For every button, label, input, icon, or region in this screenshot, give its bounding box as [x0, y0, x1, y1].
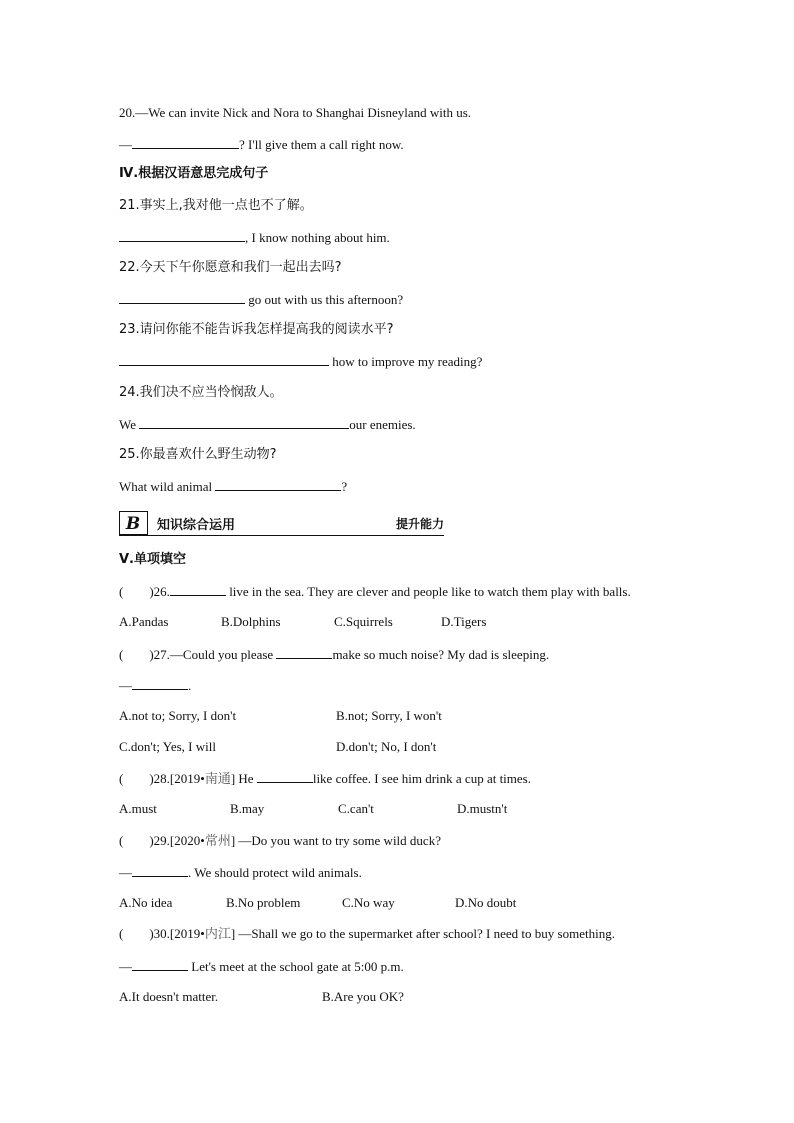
option-c[interactable]: C.don't; Yes, I will — [119, 739, 216, 754]
option-a[interactable]: A.It doesn't matter. — [119, 989, 219, 1004]
question-27-reply — [119, 677, 191, 694]
option-c[interactable]: C.No way — [342, 895, 395, 910]
question-28-stem — [119, 770, 531, 788]
option-c[interactable]: C.can't — [338, 801, 374, 816]
option-a[interactable]: A.must — [119, 801, 157, 816]
answer-suffix: , I know nothing about him. — [245, 230, 390, 245]
option-a[interactable]: A.Pandas — [119, 614, 169, 629]
question-21-answer-line — [119, 229, 390, 246]
answer-blank[interactable] — [139, 416, 349, 429]
source-region: 常州 — [204, 834, 231, 849]
question-20-stem: 20.—We can invite Nick and Nora to Shanghai Disneyland with us. — [119, 105, 472, 120]
dash: — — [119, 137, 132, 152]
section-b-badge — [119, 511, 148, 535]
question-24-chinese: 24.我们决不应当怜悯敌人。 — [119, 385, 283, 400]
question-23-answer-line — [119, 353, 482, 370]
section-b-title: 知识综合运用 — [157, 518, 236, 533]
question-26-stem — [119, 583, 631, 600]
option-d[interactable]: D.No doubt — [455, 895, 517, 910]
option-b[interactable]: B.No problem — [226, 895, 301, 910]
option-d[interactable]: D.don't; No, I don't — [336, 739, 437, 754]
stem-suffix: like coffee. I see him drink a cup at times. — [312, 771, 531, 786]
open-paren: ( — [119, 771, 124, 786]
question-30-stem — [119, 926, 615, 943]
section-b-rule — [119, 535, 444, 536]
stem-prefix: )26. — [149, 584, 170, 599]
question-29-stem — [119, 833, 441, 850]
reply-suffix: . We should protect wild animals. — [188, 865, 362, 880]
question-22-answer-line — [119, 291, 403, 308]
answer-suffix: ? — [341, 479, 348, 494]
section-b-tagline: 提升能力 — [395, 517, 444, 531]
option-a[interactable]: A.not to; Sorry, I don't — [119, 708, 237, 723]
stem-mid: ] —Do you want to try some wild duck? — [230, 833, 441, 848]
reply-suffix: . — [188, 678, 192, 693]
option-b[interactable]: B.not; Sorry, I won't — [336, 708, 442, 723]
dash: — — [119, 959, 132, 974]
answer-blank[interactable] — [257, 770, 313, 783]
option-c[interactable]: C.Squirrels — [334, 614, 393, 629]
stem-prefix: )28.[2019• — [149, 771, 205, 786]
option-d[interactable]: D.mustn't — [457, 801, 508, 816]
open-paren: ( — [119, 926, 124, 941]
answer-blank[interactable] — [119, 291, 245, 304]
answer-suffix: how to improve my reading? — [329, 354, 483, 369]
stem-mid: ] He — [230, 771, 257, 786]
reply-suffix: Let's meet at the school gate at 5:00 p.m. — [188, 959, 404, 974]
answer-blank[interactable] — [215, 478, 341, 491]
answer-blank[interactable] — [132, 136, 239, 149]
stem-prefix: )30.[2019• — [149, 926, 205, 941]
answer-suffix: our enemies. — [349, 417, 416, 432]
answer-blank[interactable] — [276, 646, 332, 659]
answer-suffix: go out with us this afternoon? — [245, 292, 404, 307]
question-29-reply — [119, 864, 362, 881]
option-b[interactable]: B.Dolphins — [221, 614, 281, 629]
option-b[interactable]: B.may — [230, 801, 265, 816]
option-b[interactable]: B.Are you OK? — [322, 989, 404, 1004]
answer-prefix: What wild animal — [119, 479, 216, 494]
answer-blank[interactable] — [170, 583, 226, 596]
question-24-answer-line — [119, 416, 416, 433]
open-paren: ( — [119, 584, 124, 599]
stem-prefix: )29.[2020• — [149, 833, 205, 848]
open-paren: ( — [119, 647, 124, 662]
section-5-title: Ⅴ.单项填空 — [119, 552, 186, 567]
question-23-chinese: 23.请问你能不能告诉我怎样提高我的阅读水平? — [119, 322, 394, 337]
option-d[interactable]: D.Tigers — [441, 614, 487, 629]
stem-mid: ] —Shall we go to the supermarket after school? I need to buy something. — [230, 926, 615, 941]
section-b-banner — [119, 510, 444, 536]
stem-suffix: live in the sea. They are clever and people like to watch them play with balls. — [225, 584, 631, 599]
answer-blank[interactable] — [132, 677, 188, 690]
dash: — — [119, 865, 132, 880]
badge-letter: B — [125, 514, 141, 534]
question-20-reply — [119, 136, 404, 153]
question-30-reply — [119, 958, 404, 975]
question-25-answer-line — [119, 478, 347, 495]
answer-blank[interactable] — [132, 958, 188, 971]
question-27-stem — [119, 646, 549, 663]
answer-blank[interactable] — [132, 864, 188, 877]
section-4-title: Ⅳ.根据汉语意思完成句子 — [119, 166, 269, 181]
source-region: 内江 — [204, 927, 231, 942]
option-a[interactable]: A.No idea — [119, 895, 173, 910]
question-22-chinese: 22.今天下午你愿意和我们一起出去吗? — [119, 260, 342, 275]
answer-blank[interactable] — [119, 353, 329, 366]
dash: — — [119, 678, 132, 693]
answer-blank[interactable] — [119, 229, 245, 242]
stem-prefix: )27.—Could you please — [149, 647, 277, 662]
source-region: 南通 — [204, 772, 231, 787]
stem-suffix: make so much noise? My dad is sleeping. — [332, 647, 550, 662]
open-paren: ( — [119, 833, 124, 848]
answer-prefix: We — [119, 417, 140, 432]
question-21-chinese: 21.事实上,我对他一点也不了解。 — [119, 198, 313, 213]
reply-text: ? I'll give them a call right now. — [239, 137, 404, 152]
b-badge-icon — [120, 512, 147, 534]
question-25-chinese: 25.你最喜欢什么野生动物? — [119, 447, 277, 462]
